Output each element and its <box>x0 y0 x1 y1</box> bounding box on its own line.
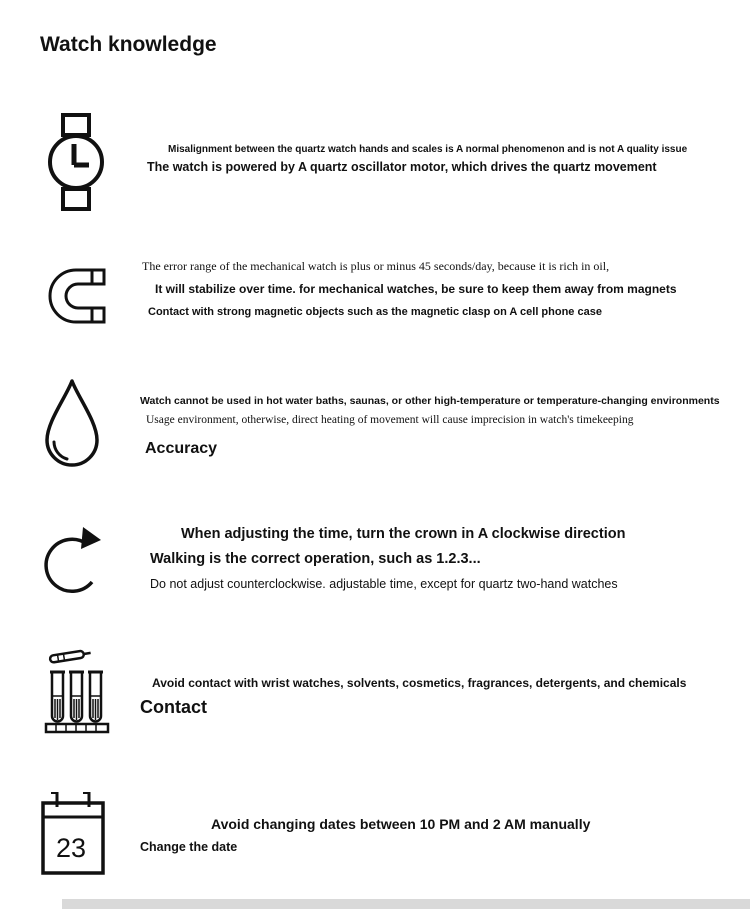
clockwise-rotate-arrow-icon <box>42 519 106 603</box>
quartz-description-text: The watch is powered by A quartz oscillator motor, which drives the quartz movement <box>147 160 657 174</box>
change-date-label: Change the date <box>140 840 238 854</box>
magnet-stabilize-text: It will stabilize over time. for mechanical watches, be sure to keep them away from magnets <box>155 282 677 296</box>
adjust-walking-text: Walking is the correct operation, such as 1.2.3... <box>150 551 481 567</box>
date-warning-text: Avoid changing dates between 10 PM and 2 AM manually <box>211 816 591 832</box>
quartz-note-text: Misalignment between the quartz watch hands and scales is A normal phenomenon and is not A quality issue <box>168 144 688 155</box>
page-title: Watch knowledge <box>40 33 217 56</box>
contact-heading: Contact <box>140 697 207 717</box>
magnet-warning-text: Contact with strong magnetic objects such as the magnetic clasp on A cell phone case <box>148 306 602 318</box>
adjust-warning-text: Do not adjust counterclockwise. adjustable time, except for quartz two-hand watches <box>150 577 618 591</box>
calendar-icon <box>40 789 106 877</box>
wristwatch-icon <box>45 112 107 212</box>
accuracy-heading: Accuracy <box>145 440 218 457</box>
water-drop-icon <box>40 378 104 470</box>
temperature-warning-text: Watch cannot be used in hot water baths, saunas, or other high-temperature or temperature-changing environments <box>140 395 720 407</box>
test-tubes-icon <box>44 644 112 742</box>
magnet-error-range-text: The error range of the mechanical watch is plus or minus 45 seconds/day, because it is rich in oil, <box>142 259 610 273</box>
temperature-usage-text: Usage environment, otherwise, direct heating of movement will cause imprecision in watch's timekeeping <box>146 414 634 426</box>
adjust-clockwise-text: When adjusting the time, turn the crown in A clockwise direction <box>181 526 626 542</box>
bottom-partial-band <box>62 899 750 909</box>
chemicals-warning-text: Avoid contact with wrist watches, solvents, cosmetics, fragrances, detergents, and chemicals <box>152 676 687 690</box>
horseshoe-magnet-icon <box>42 264 106 328</box>
calendar-date-number: 23 <box>56 833 87 863</box>
